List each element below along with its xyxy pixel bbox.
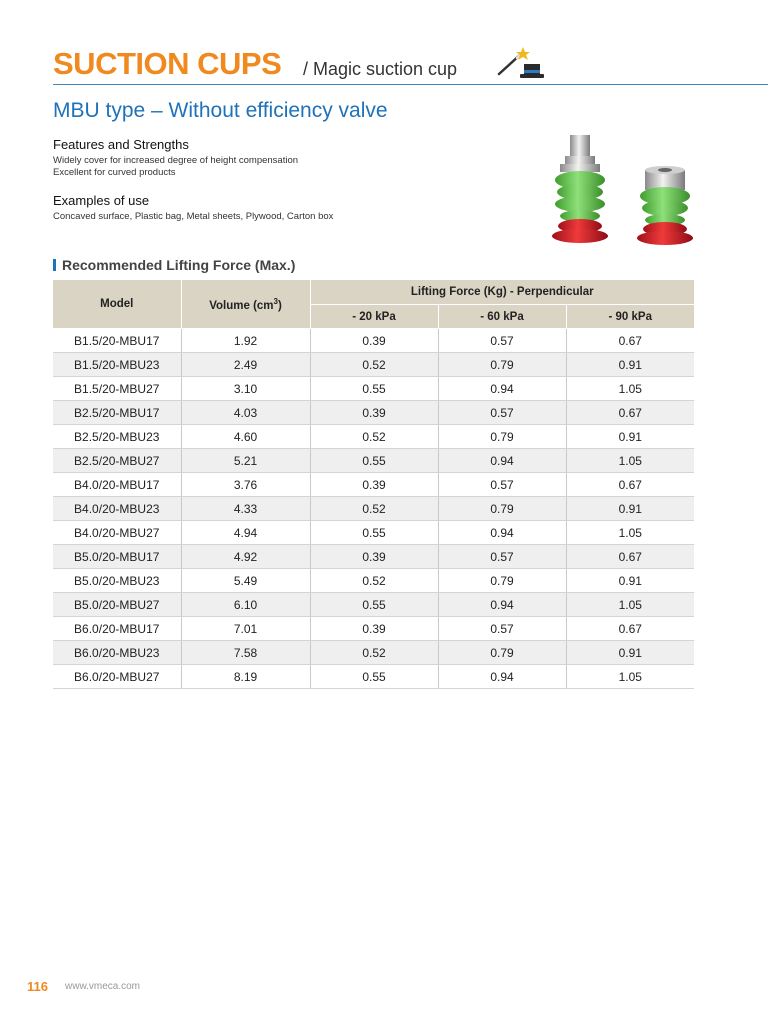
- cell-force-60kpa: 0.94: [438, 521, 566, 545]
- cell-model: B2.5/20-MBU27: [53, 449, 181, 473]
- table-row: [53, 665, 694, 689]
- cell-force-20kpa: 0.55: [310, 377, 438, 401]
- cell-volume: 5.49: [181, 569, 310, 593]
- cell-force-60kpa: 0.57: [438, 401, 566, 425]
- cell-model: B2.5/20-MBU17: [53, 401, 181, 425]
- cell-force-90kpa: 0.67: [566, 617, 694, 641]
- cell-force-60kpa: 0.94: [438, 665, 566, 689]
- cell-model: B6.0/20-MBU27: [53, 665, 181, 689]
- cell-force-60kpa: 0.57: [438, 617, 566, 641]
- cell-force-20kpa: 0.39: [310, 617, 438, 641]
- cell-force-20kpa: 0.39: [310, 473, 438, 497]
- table-row: [53, 401, 694, 425]
- cell-model: B5.0/20-MBU17: [53, 545, 181, 569]
- cell-force-20kpa: 0.55: [310, 449, 438, 473]
- cell-force-20kpa: 0.55: [310, 665, 438, 689]
- cell-force-90kpa: 0.91: [566, 353, 694, 377]
- table-row: [53, 641, 694, 665]
- cell-volume: 6.10: [181, 593, 310, 617]
- cell-model: B5.0/20-MBU23: [53, 569, 181, 593]
- col-header-60kpa: - 60 kPa: [438, 305, 566, 329]
- cell-force-20kpa: 0.52: [310, 497, 438, 521]
- cell-force-90kpa: 0.91: [566, 425, 694, 449]
- cell-force-90kpa: 1.05: [566, 665, 694, 689]
- cell-force-20kpa: 0.55: [310, 593, 438, 617]
- table-row: [53, 617, 694, 641]
- cell-force-60kpa: 0.94: [438, 449, 566, 473]
- table-row: [53, 449, 694, 473]
- suction-cups-photo: [550, 130, 710, 250]
- cell-force-90kpa: 0.67: [566, 329, 694, 353]
- cell-force-90kpa: 1.05: [566, 593, 694, 617]
- footer-url: www.vmeca.com: [65, 981, 141, 992]
- cell-model: B4.0/20-MBU23: [53, 497, 181, 521]
- header-divider: [53, 84, 768, 85]
- cell-force-60kpa: 0.79: [438, 425, 566, 449]
- cell-model: B5.0/20-MBU27: [53, 593, 181, 617]
- cell-volume: 2.49: [181, 353, 310, 377]
- cell-force-20kpa: 0.52: [310, 425, 438, 449]
- cell-force-20kpa: 0.52: [310, 353, 438, 377]
- cell-force-20kpa: 0.39: [310, 545, 438, 569]
- page-title: SUCTION CUPS: [53, 46, 282, 81]
- cell-force-90kpa: 0.91: [566, 497, 694, 521]
- cell-force-20kpa: 0.39: [310, 401, 438, 425]
- table-row: [53, 425, 694, 449]
- table-row: [53, 521, 694, 545]
- page-number: 116: [27, 979, 48, 994]
- page-subtitle: / Magic suction cup: [303, 59, 458, 79]
- cell-model: B6.0/20-MBU23: [53, 641, 181, 665]
- magic-wand-hat-icon: [493, 44, 547, 80]
- cell-force-90kpa: 0.67: [566, 401, 694, 425]
- examples-text: Concaved surface, Plastic bag, Metal sheets, Plywood, Carton box: [53, 211, 334, 222]
- title-accent-bar: [53, 259, 56, 271]
- cell-force-90kpa: 0.67: [566, 473, 694, 497]
- features-line-1: Widely cover for increased degree of height compensation: [53, 155, 299, 166]
- cell-force-60kpa: 0.57: [438, 545, 566, 569]
- table-row: [53, 569, 694, 593]
- cell-model: B4.0/20-MBU17: [53, 473, 181, 497]
- cell-force-90kpa: 0.67: [566, 545, 694, 569]
- cell-volume: 3.76: [181, 473, 310, 497]
- cell-force-60kpa: 0.57: [438, 473, 566, 497]
- cell-force-20kpa: 0.52: [310, 569, 438, 593]
- table-row: [53, 473, 694, 497]
- cell-force-60kpa: 0.57: [438, 329, 566, 353]
- volume-header-text: Volume (cm: [209, 299, 274, 312]
- table-body: [53, 329, 694, 689]
- cell-force-20kpa: 0.52: [310, 641, 438, 665]
- features-heading: Features and Strengths: [53, 137, 189, 152]
- cell-model: B1.5/20-MBU17: [53, 329, 181, 353]
- cell-volume: 4.92: [181, 545, 310, 569]
- cell-force-90kpa: 1.05: [566, 377, 694, 401]
- cell-force-60kpa: 0.94: [438, 377, 566, 401]
- table-row: [53, 353, 694, 377]
- table-title: [53, 257, 295, 273]
- table-row: [53, 497, 694, 521]
- cell-force-60kpa: 0.79: [438, 569, 566, 593]
- col-header-volume: [181, 280, 310, 329]
- examples-heading: Examples of use: [53, 193, 150, 208]
- cell-force-90kpa: 1.05: [566, 449, 694, 473]
- col-header-model: Model: [53, 280, 181, 329]
- cell-force-60kpa: 0.79: [438, 497, 566, 521]
- cell-force-60kpa: 0.94: [438, 593, 566, 617]
- cell-force-20kpa: 0.55: [310, 521, 438, 545]
- cell-volume: 4.94: [181, 521, 310, 545]
- cell-volume: 1.92: [181, 329, 310, 353]
- cell-volume: 3.10: [181, 377, 310, 401]
- cell-model: B1.5/20-MBU23: [53, 353, 181, 377]
- col-header-90kpa: - 90 kPa: [566, 305, 694, 329]
- table-row: [53, 377, 694, 401]
- cell-model: B1.5/20-MBU27: [53, 377, 181, 401]
- cell-force-90kpa: 1.05: [566, 521, 694, 545]
- cell-force-60kpa: 0.79: [438, 641, 566, 665]
- cell-volume: 5.21: [181, 449, 310, 473]
- cell-model: B2.5/20-MBU23: [53, 425, 181, 449]
- cell-model: B6.0/20-MBU17: [53, 617, 181, 641]
- cell-force-20kpa: 0.39: [310, 329, 438, 353]
- cell-force-90kpa: 0.91: [566, 569, 694, 593]
- cell-force-60kpa: 0.79: [438, 353, 566, 377]
- cell-volume: 4.03: [181, 401, 310, 425]
- volume-header-sup: 3: [273, 296, 278, 306]
- page-header: [53, 44, 693, 84]
- lifting-force-table: [53, 280, 694, 689]
- cell-volume: 4.60: [181, 425, 310, 449]
- features-line-2: Excellent for curved products: [53, 167, 176, 178]
- col-header-20kpa: - 20 kPa: [310, 305, 438, 329]
- cell-volume: 8.19: [181, 665, 310, 689]
- col-header-lifting-force: Lifting Force (Kg) - Perpendicular: [310, 280, 694, 305]
- table-row: [53, 329, 694, 353]
- cell-volume: 7.58: [181, 641, 310, 665]
- volume-header-close: ): [277, 299, 282, 312]
- cell-force-90kpa: 0.91: [566, 641, 694, 665]
- table-row: [53, 545, 694, 569]
- cell-volume: 7.01: [181, 617, 310, 641]
- cell-volume: 4.33: [181, 497, 310, 521]
- table-title-text: Recommended Lifting Force (Max.): [62, 257, 296, 273]
- table-row: [53, 593, 694, 617]
- product-type-title: MBU type – Without efficiency valve: [53, 99, 388, 122]
- cell-model: B4.0/20-MBU27: [53, 521, 181, 545]
